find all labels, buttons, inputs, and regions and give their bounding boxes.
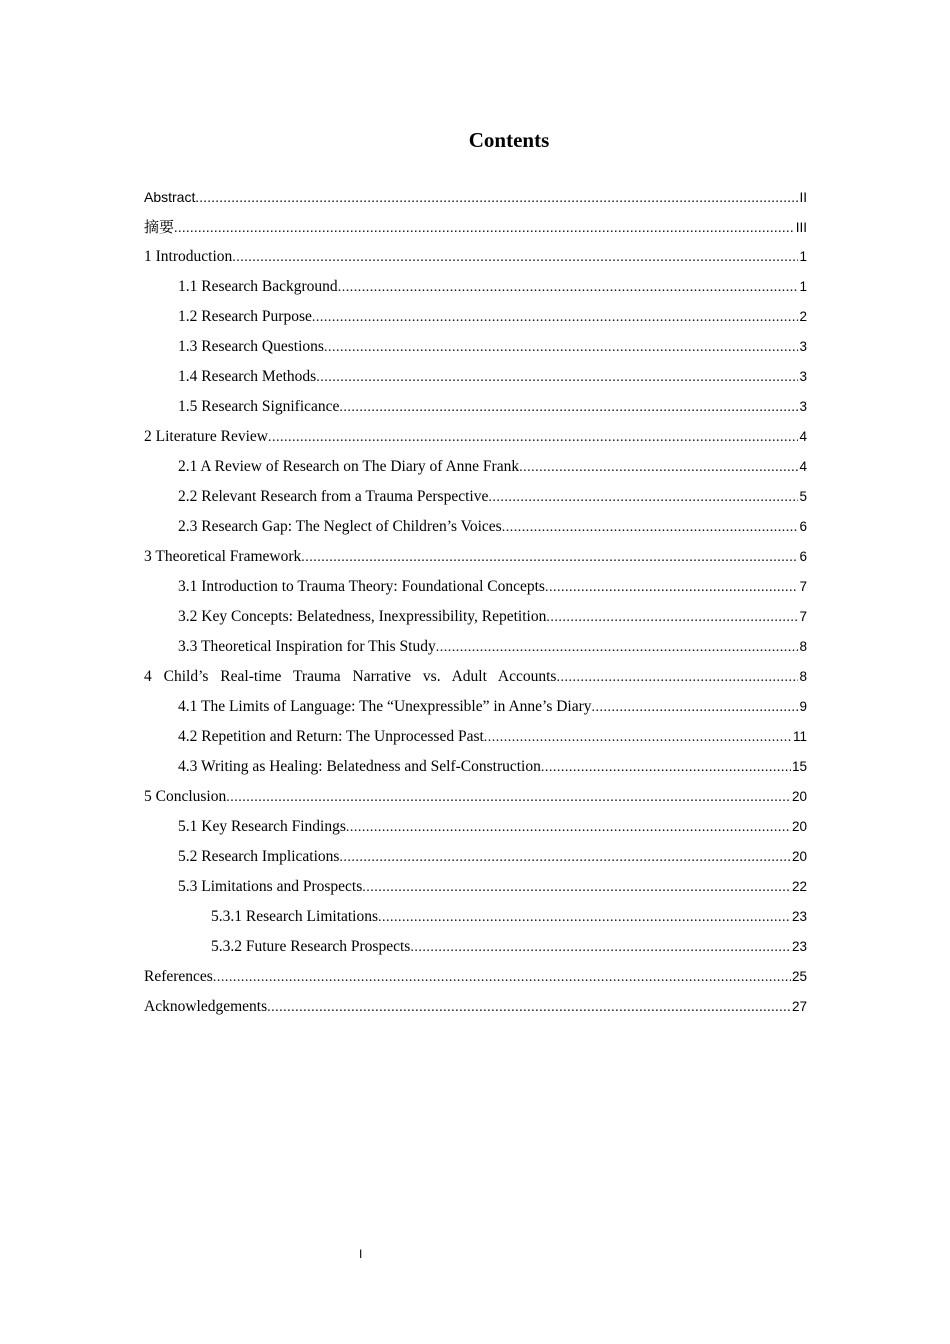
dot-leader (545, 573, 799, 602)
toc-entry[interactable] (144, 602, 807, 632)
toc-entry-label: 摘要 (144, 218, 175, 236)
dot-leader (312, 303, 799, 332)
toc-entry[interactable] (144, 572, 807, 602)
toc-entry[interactable] (144, 242, 807, 272)
toc-entry-label: 4.1 The Limits of Language: The “Unexpressible” in Anne’s Diary (178, 698, 592, 715)
toc-entry-label: 1.2 Research Purpose (178, 308, 312, 325)
toc-entry[interactable] (144, 932, 807, 962)
toc-entry-label: 2.3 Research Gap: The Neglect of Children’s Voices (178, 518, 502, 535)
toc-entry-page-number: 23 (791, 939, 807, 954)
toc-entry[interactable] (144, 212, 807, 242)
toc-entry[interactable] (144, 302, 807, 332)
toc-entry-page-number: 3 (799, 369, 807, 384)
toc-entry-label: 1.4 Research Methods (178, 368, 317, 385)
toc-entry-page-number: 5 (799, 489, 807, 504)
dot-leader (267, 993, 791, 1022)
toc-entry[interactable] (144, 512, 807, 542)
toc-entry-page-number: 3 (799, 399, 807, 414)
toc-entry-page-number: 7 (799, 609, 807, 624)
dot-leader (268, 423, 799, 452)
toc-entry-page-number: 7 (799, 579, 807, 594)
toc-entry-page-number: 1 (799, 279, 807, 294)
toc-entry-label: 2 Literature Review (144, 428, 268, 445)
toc-entry-page-number: 8 (799, 669, 807, 684)
toc-entry-label: Abstract (144, 189, 196, 205)
dot-leader (316, 363, 798, 392)
toc-entry-page-number: 25 (791, 969, 807, 984)
toc-entry-page-number: III (795, 220, 807, 235)
dot-leader (556, 663, 798, 692)
toc-entry[interactable] (144, 272, 807, 302)
dot-leader (346, 813, 791, 842)
toc-entry-label: 4.2 Repetition and Return: The Unprocessed Past (178, 728, 484, 745)
toc-entry[interactable] (144, 992, 807, 1022)
toc-entry[interactable] (144, 662, 807, 692)
dot-leader (232, 243, 798, 272)
dot-leader (213, 963, 791, 992)
dot-leader (174, 214, 795, 242)
dot-leader (519, 453, 798, 482)
dot-leader (436, 633, 799, 662)
dot-leader (541, 753, 791, 782)
dot-leader (484, 723, 792, 752)
toc-entry-label: 1.1 Research Background (178, 278, 338, 295)
toc-entry[interactable] (144, 362, 807, 392)
dot-leader (324, 333, 799, 362)
dot-leader (339, 393, 798, 422)
toc-entry-page-number: 20 (791, 849, 807, 864)
toc-entry-page-number: II (799, 190, 807, 205)
toc-entry-label: 2.1 A Review of Research on The Diary of Anne Frank (178, 458, 520, 475)
toc-entry[interactable] (144, 842, 807, 872)
toc-entry[interactable] (144, 542, 807, 572)
toc-entry-label: 5.3 Limitations and Prospects (178, 878, 363, 895)
dot-leader (502, 513, 799, 542)
dot-leader (195, 184, 798, 212)
toc-entry-page-number: 20 (791, 789, 807, 804)
toc-entry[interactable] (144, 482, 807, 512)
toc-entry[interactable] (144, 632, 807, 662)
toc-entry-label: 5.3.2 Future Research Prospects (211, 938, 411, 955)
toc-entry-label: 1.5 Research Significance (178, 398, 340, 415)
toc-entry[interactable] (144, 692, 807, 722)
toc-entry-page-number: 20 (791, 819, 807, 834)
toc-entry[interactable] (144, 332, 807, 362)
toc-entry-label: 3.1 Introduction to Trauma Theory: Foundational Concepts (178, 578, 545, 595)
dot-leader (362, 873, 791, 902)
dot-leader (339, 843, 791, 872)
toc-entry-page-number: 2 (799, 309, 807, 324)
toc-entry-page-number: 6 (799, 519, 807, 534)
toc-entry-label: 3.3 Theoretical Inspiration for This Study (178, 638, 436, 655)
toc-entry-label: 1.3 Research Questions (178, 338, 324, 355)
dot-leader (226, 783, 791, 812)
toc-entry-page-number: 23 (791, 909, 807, 924)
toc-entry-label: 5.1 Key Research Findings (178, 818, 346, 835)
toc-entry[interactable] (144, 752, 807, 782)
toc-entry-label: 3.2 Key Concepts: Belatedness, Inexpressibility, Repetition (178, 608, 547, 625)
toc-entry-page-number: 8 (799, 639, 807, 654)
toc-entry[interactable] (144, 452, 807, 482)
page-title: Contents (468, 128, 550, 152)
toc-entry[interactable] (144, 812, 807, 842)
toc-entry[interactable] (144, 182, 807, 212)
dot-leader (488, 483, 798, 512)
dot-leader (301, 543, 798, 572)
toc-entry[interactable] (144, 962, 807, 992)
dot-leader (410, 933, 791, 962)
toc-entry-label: 3 Theoretical Framework (144, 548, 302, 565)
toc-entry-label: 1 Introduction (144, 248, 233, 265)
toc-entry[interactable] (144, 392, 807, 422)
toc-entry-label: Acknowledgements (144, 998, 268, 1015)
toc-entry-page-number: 1 (799, 249, 807, 264)
toc-entry-page-number: 11 (792, 729, 807, 744)
dot-leader (338, 273, 799, 302)
toc-entry-page-number: 9 (799, 699, 807, 714)
toc-entry-label: 4 Child’s Real-time Trauma Narrative vs. Adult Accounts (144, 668, 557, 685)
toc-entry-page-number: 3 (799, 339, 807, 354)
toc-entry-page-number: 15 (791, 759, 807, 774)
dot-leader (378, 903, 791, 932)
toc-entry-label: 5 Conclusion (144, 788, 227, 805)
toc-entry[interactable] (144, 722, 807, 752)
toc-entry-page-number: 6 (799, 549, 807, 564)
toc-entry-label: References (144, 968, 213, 985)
toc-entry[interactable] (144, 782, 807, 812)
toc-entry-label: 2.2 Relevant Research from a Trauma Perspective (178, 488, 489, 505)
table-of-contents (144, 182, 807, 1022)
toc-entry-label: 4.3 Writing as Healing: Belatedness and Self-Construction (178, 758, 541, 775)
toc-entry[interactable] (144, 902, 807, 932)
toc-entry-page-number: 22 (791, 879, 807, 894)
toc-entry-page-number: 27 (791, 999, 807, 1014)
toc-entry[interactable] (144, 422, 807, 452)
dot-leader (546, 603, 798, 632)
dot-leader (592, 693, 799, 722)
footer-page-number: I (359, 1247, 363, 1261)
toc-entry-label: 5.3.1 Research Limitations (211, 908, 379, 925)
toc-entry-page-number: 4 (799, 459, 807, 474)
toc-entry-label: 5.2 Research Implications (178, 848, 340, 865)
toc-entry-page-number: 4 (799, 429, 807, 444)
toc-entry[interactable] (144, 872, 807, 902)
